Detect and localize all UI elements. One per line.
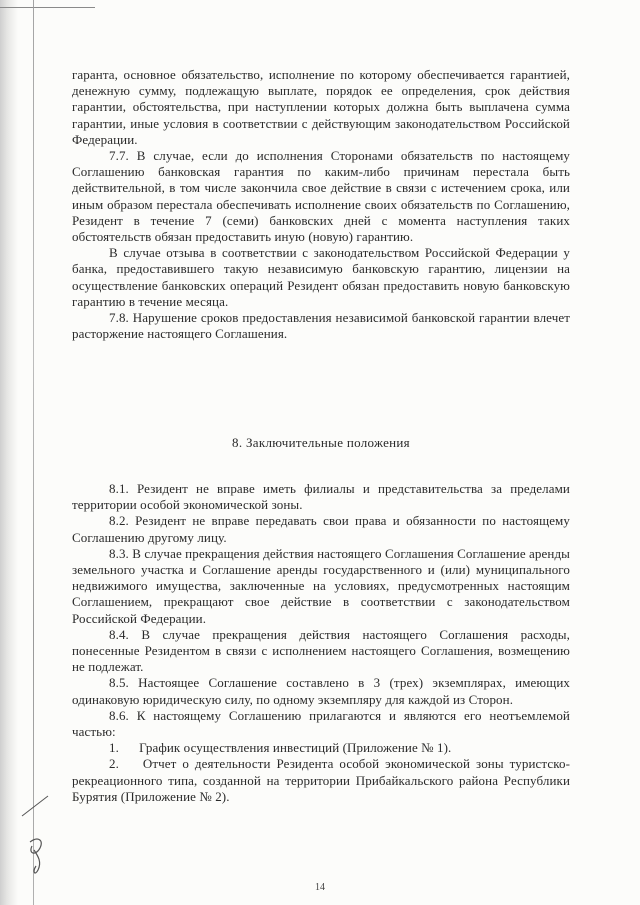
page-number: 14 bbox=[315, 882, 325, 893]
annex-text: График осуществления инвестиций (Приложение № 1). bbox=[139, 740, 452, 756]
paragraph-8-5: 8.5. Настоящее Соглашение составлено в 3 (трех) экземплярах, имеющих одинаковую юридическую силу, по одному экземпляру для каждой из Сторон. bbox=[72, 675, 570, 707]
binding-margin-line bbox=[33, 0, 34, 905]
paragraph-8-3: 8.3. В случае прекращения действия настоящего Соглашения Соглашение аренды земельного участка и Соглашение аренды государственного и (или) муниципального недвижимого имущества, заключенные на условиях, предусмотренных настоящим Соглашением, прекращают свое действие в соответствии с законодательством Российской Федерации. bbox=[72, 545, 570, 626]
scan-top-stroke bbox=[0, 7, 95, 8]
margin-pen-mark bbox=[18, 790, 58, 880]
scan-edge-shadow bbox=[0, 0, 18, 905]
paragraph-guarantee-terms: гаранта, основное обязательство, исполнение по которому обеспечивается гарантией, денежную сумму, подлежащую выплате, порядок ее определения, срок действия гарантии, обстоятельства, при наступлении которых должна быть выплачена сумма гарантии, иные условия в соответствии с действующим законодательством Российской Федерации. bbox=[72, 67, 570, 147]
paragraph-8-1: 8.1. Резидент не вправе иметь филиалы и представительства за пределами территории особой экономической зоны. bbox=[72, 481, 570, 513]
paragraph-8-2: 8.2. Резидент не вправе передавать свои права и обязанности по настоящему Соглашению другому лицу. bbox=[72, 513, 570, 545]
paragraph-7-7: 7.7. В случае, если до исполнения Сторонами обязательств по настоящему Соглашению банковская гарантия по каким-либо причинам перестала быть действительной, в том числе закончила свое действие в связи с истечением срока, или иным образом перестала обеспечивать исполнение своих обязательств по Соглашению, Резидент в течение 7 (семи) банковских дней с момента наступления таких обстоятельств обязан предоставить иную (новую) гарантию. bbox=[72, 148, 570, 245]
paragraph-8-6: 8.6. К настоящему Соглашению прилагаются и являются его неотъемлемой частью: bbox=[72, 707, 570, 740]
paragraph-7-8: 7.8. Нарушение сроков предоставления независимой банковской гарантии влечет расторжение настоящего Соглашения. bbox=[72, 310, 570, 342]
paragraph-8-4: 8.4. В случае прекращения действия настоящего Соглашения расходы, понесенные Резидентом в связи с исполнением настоящего Соглашения, возмещению не подлежат. bbox=[72, 626, 570, 675]
paragraph-license-revocation: В случае отзыва в соответствии с законодательством Российской Федерации у банка, предоставившего такую независимую банковскую гарантию, лицензии на осуществление банковских операций Резидент обязан предоставить новую банковскую гарантию в течение месяца. bbox=[72, 245, 570, 309]
annex-list-item bbox=[72, 740, 570, 756]
annex-list-item bbox=[72, 756, 570, 805]
text-block-bottom bbox=[72, 481, 570, 805]
annex-number: 1. bbox=[109, 740, 119, 756]
text-block-top bbox=[72, 67, 570, 342]
section-title: 8. Заключительные положения bbox=[232, 435, 410, 450]
annex-number: 2. bbox=[109, 756, 119, 772]
annex-text: Отчет о деятельности Резидента особой экономической зоны туристско-рекреационного типа, созданной на территории Прибайкальского района Республики Бурятия (Приложение № 2). bbox=[72, 756, 570, 804]
